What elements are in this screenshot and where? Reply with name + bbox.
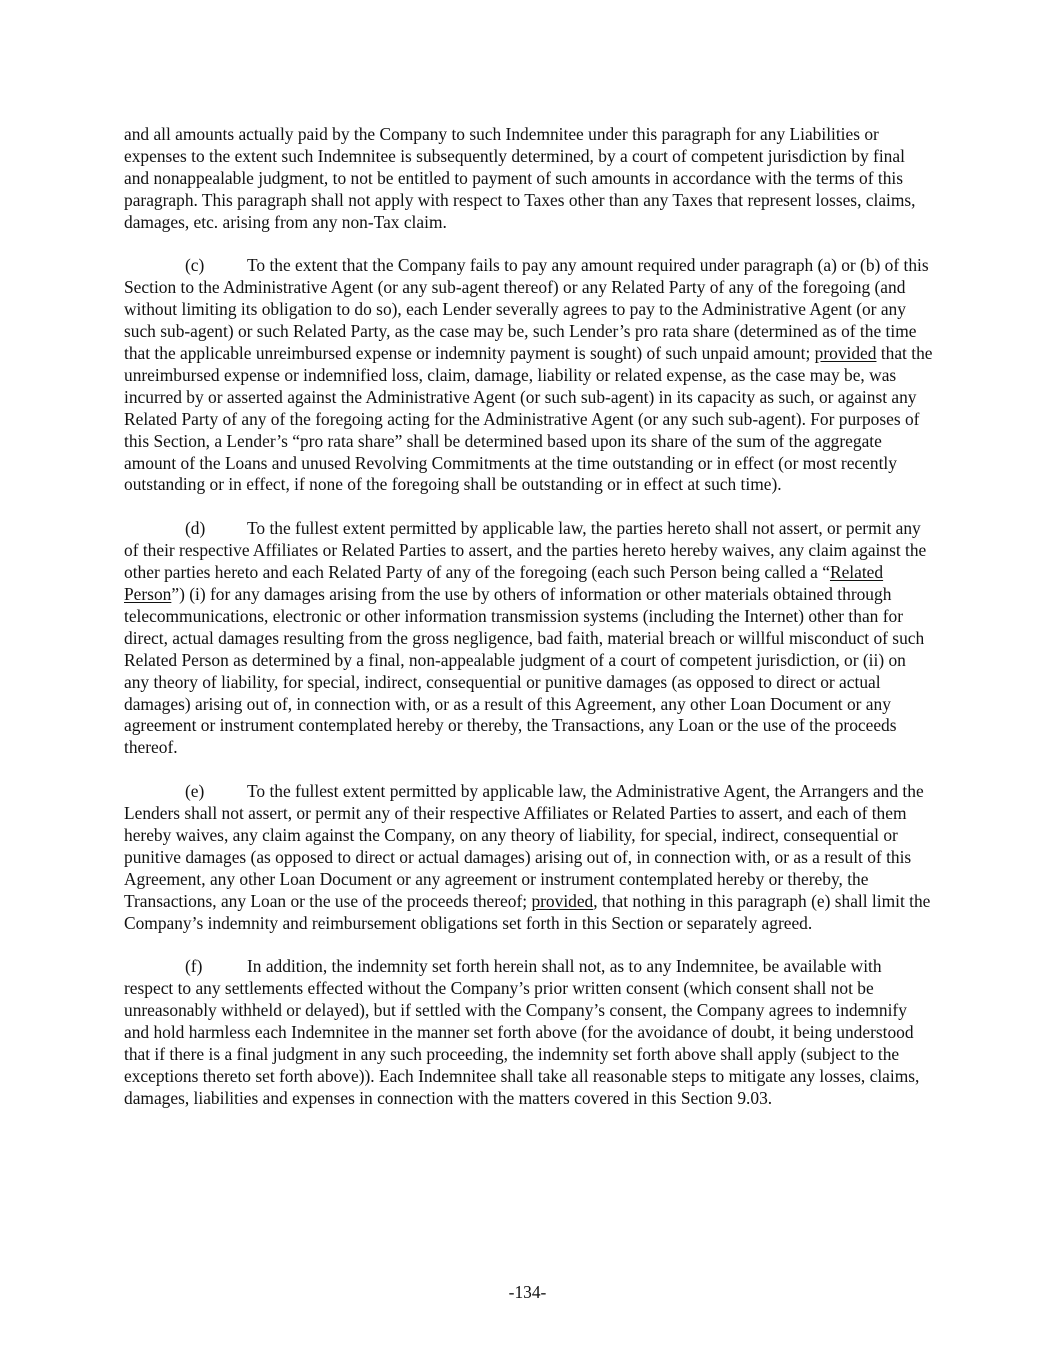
document-body bbox=[124, 124, 934, 1132]
paragraph-d bbox=[124, 518, 934, 759]
defined-term: Related Person bbox=[124, 562, 884, 604]
page-number: -134- bbox=[508, 1282, 547, 1302]
paragraph-label: (d) bbox=[185, 518, 206, 539]
paragraph-label: (e) bbox=[185, 781, 205, 802]
paragraph-label: (c) bbox=[185, 255, 205, 276]
paragraph-c bbox=[124, 255, 934, 496]
paragraph-text: ”) (i) for any damages arising from the use by others of information or other materials obtained through telecommunications, electronic or other information transmission systems (including the Internet) other than for direct, actual damages resulting from the gross negligence, bad faith, material breach or willful misconduct of such Related Person as determined by a final, non-appealable judgment of a court of competent jurisdiction, or (ii) on any theory of liability, for special, indirect, consequential or punitive damages (as opposed to direct or actual damages) arising out of, in connection with, or as a result of this Agreement, any other Loan Document or any agreement or instrument contemplated hereby or thereby, the Transactions, any Loan or the use of the proceeds thereof. bbox=[124, 584, 925, 758]
paragraph-label: (f) bbox=[185, 956, 203, 977]
paragraph-f bbox=[124, 956, 934, 1109]
paragraph-text: To the fullest extent permitted by applicable law, the Administrative Agent, the Arrangers and the Lenders shall not assert, or permit any of their respective Affiliates or Related Parties to assert, and each of them hereby waives, any claim against the Company, on any theory of liability, for special, indirect, consequential or punitive damages (as opposed to direct or actual damages) arising out of, in connection with, or as a result of this Agreement, any other Loan Document or any agreement or instrument contemplated hereby or thereby, the Transactions, any Loan or the use of the proceeds thereof; bbox=[124, 781, 924, 911]
paragraph-continuation bbox=[124, 124, 934, 234]
paragraph-text: that the unreimbursed expense or indemnified loss, claim, damage, liability or related expense, as the case may be, was incurred by or asserted against the Administrative Agent (or such sub-agent) in its capacity as such, or against any Related Party of any of the foregoing acting for the Administrative Agent (or any such sub-agent). For purposes of this Section, a Lender’s “pro rata share” shall be determined based upon its share of the sum of the aggregate amount of the Loans and unused Revolving Commitments at the time outstanding or in effect (or most recently outstanding or in effect, if none of the foregoing shall be outstanding or in effect at such time). bbox=[124, 343, 933, 495]
paragraph-text: , that nothing in this paragraph (e) shall limit the Company’s indemnity and reimbursement obligations set forth in this Section or separately agreed. bbox=[124, 890, 931, 933]
paragraph-text: To the extent that the Company fails to pay any amount required under paragraph (a) or (b) of this Section to the Administrative Agent (or any sub-agent thereof) or any Related Party of any of the foregoing (and without limiting its obligation to do so), each Lender severally agrees to pay to the Administrative Agent (or any such sub-agent) or such Related Party, as the case may be, such Lender’s pro rata share (determined as of the time that the applicable unreimbursed expense or indemnity payment is sought) of such unpaid amount; bbox=[124, 255, 929, 364]
paragraph-e bbox=[124, 781, 934, 934]
paragraph-text: To the fullest extent permitted by applicable law, the parties hereto shall not assert, or permit any of their respective Affiliates or Related Parties to assert, and the parties hereto hereby waives, any claim against the other parties hereto and each Related Party of any of the foregoing (each such Person being called a “ bbox=[124, 518, 927, 583]
paragraph-text: and all amounts actually paid by the Company to such Indemnitee under this paragraph for any Liabilities or expenses to the extent such Indemnitee is subsequently determined, by a court of competent jurisdiction by final and nonappealable judgment, to not be entitled to payment of such amounts in accordance with the terms of this paragraph. This paragraph shall not apply with respect to Taxes other than any Taxes that represent losses, claims, damages, etc. arising from any non-Tax claim. bbox=[124, 124, 916, 232]
underlined-term: provided bbox=[814, 343, 877, 364]
underlined-term: provided bbox=[531, 890, 594, 911]
paragraph-text: In addition, the indemnity set forth herein shall not, as to any Indemnitee, be available with respect to any settlements effected without the Company’s prior written consent (which consent shall not be unreasonably withheld or delayed), but if settled with the Company’s consent, the Company agrees to indemnify and hold harmless each Indemnitee in the manner set forth above (for the avoidance of doubt, it being understood that if there is a final judgment in any such proceeding, the indemnity set forth above shall apply (subject to the exceptions thereto set forth above)). Each Indemnitee shall take all reasonable steps to mitigate any losses, claims, damages, liabilities and expenses in connection with the matters covered in this Section 9.03. bbox=[124, 956, 920, 1108]
